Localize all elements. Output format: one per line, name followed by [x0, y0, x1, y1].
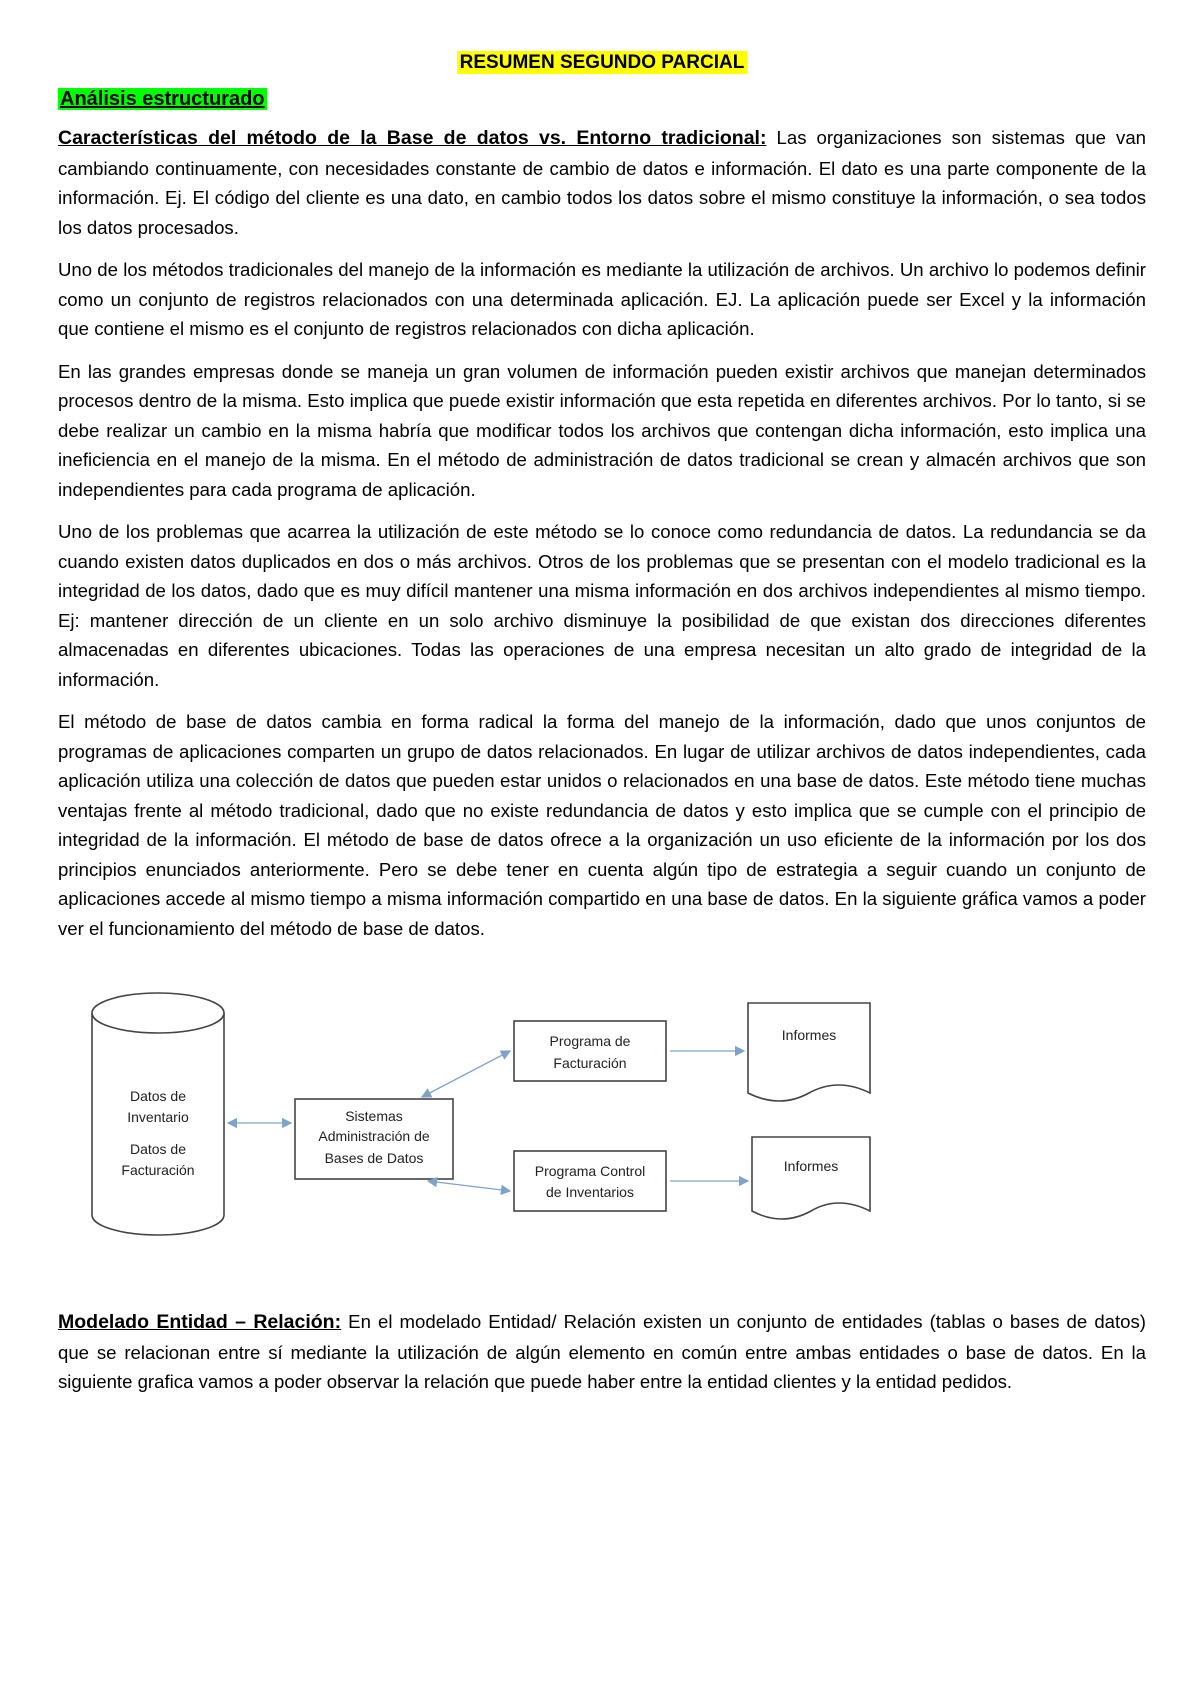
document-page — [58, 52, 1146, 1410]
dbms-label-2: Administración de — [318, 1128, 430, 1144]
paragraph-1 — [58, 123, 1146, 242]
document-title: RESUMEN SEGUNDO PARCIAL — [457, 51, 748, 74]
program-inventory-label-2: de Inventarios — [546, 1184, 634, 1200]
program-inventory-label-1: Programa Control — [534, 1163, 646, 1179]
section-tag-row — [58, 88, 1146, 111]
paragraph-6-text: En el modelado Entidad/ Relación existen un conjunto de entidades (tablas o bases de datos) que se relacionan entre sí mediante la utilización de algún elemento en común entre ambas entidades o base de datos. En la siguiente grafica vamos a poder observar la relación que puede haber entre la entidad clientes y la entidad pedidos. — [58, 1311, 1146, 1392]
dbms-diagram-svg — [58, 973, 1146, 1273]
paragraph-3: En las grandes empresas donde se maneja un gran volumen de información pueden existir archivos que manejan determinados procesos dentro de la misma. Esto implica que puede existir información que esta repetida en diferentes archivos. Por lo tanto, si se debe realizar un cambio en la misma habría que modificar todos los archivos que contengan dicha información, esto implica una ineficiencia en el manejo de la misma. En el método de administración de datos tradicional se crean y almacén archivos que son independientes para cada programa de aplicación. — [58, 360, 1146, 500]
program-inventory-box — [514, 1151, 666, 1211]
paragraph-1-text: Las organizaciones son sistemas que van cambiando continuamente, con necesidades constante de cambio de datos e información. El dato es una parte componente de la información. Ej. El código del cliente es una dato, en cambio todos los datos sobre el mismo constituye la información, o sea todos los datos procesados. — [58, 127, 1146, 238]
lead-heading-1: Características del método de la Base de datos vs. Entorno tradicional: — [58, 127, 767, 149]
paragraph-6 — [58, 1307, 1146, 1397]
connector-dbms-billing — [422, 1051, 510, 1097]
section-heading: Análisis estructurado — [60, 88, 265, 110]
connector-dbms-inventory — [428, 1181, 510, 1191]
dbms-label-1: Sistemas — [345, 1108, 403, 1124]
program-billing-label-1: Programa de — [549, 1033, 631, 1049]
paragraph-4: Uno de los problemas que acarrea la utilización de este método se lo conoce como redundancia de datos. La redundancia se da cuando existen datos duplicados en dos o más archivos. Otros de los problemas que se presentan con el modelo tradicional es la integridad de los datos, dado que es muy difícil mantener una misma información en dos archivos independientes al mismo tiempo. Ej: mantener dirección de un cliente en un solo archivo disminuye la posibilidad de que existan dos direcciones diferentes almacenadas en diferentes ubicaciones. Todas las operaciones de una empresa necesitan un alto grado de integridad de la información. — [58, 521, 1146, 690]
program-billing-label-2: Facturación — [553, 1055, 627, 1071]
dbms-label-3: Bases de Datos — [324, 1150, 424, 1166]
report-document-1 — [748, 1003, 870, 1101]
paragraph-5: El método de base de datos cambia en forma radical la forma del manejo de la información, dado que unos conjuntos de programas de aplicaciones comparten un grupo de datos relacionados. En lugar de utilizar archivos de datos independientes, cada aplicación utiliza una colección de datos que pueden estar unidos o relacionados en una base de datos. Este método tiene muchas ventajas frente al método tradicional, dado que no existe redundancia de datos y esto implica que se cumple con el principio de integridad de la información. El método de base de datos ofrece a la organización un uso eficiente de la información por los dos principios enunciados anteriormente. Pero se debe tener en cuenta algún tipo de estrategia a seguir cuando un conjunto de aplicaciones accede al mismo tiempo a misma información compartido en una base de datos. En la siguiente gráfica vamos a poder ver el funcionamiento del método de base de datos. — [58, 711, 1146, 939]
report-label-1: Informes — [781, 1027, 837, 1043]
db-label-2: Inventario — [127, 1109, 189, 1125]
db-label-4: Facturación — [121, 1162, 195, 1178]
database-cylinder — [92, 993, 224, 1235]
title-row — [58, 52, 1146, 74]
program-billing-box — [514, 1021, 666, 1081]
db-label-1: Datos de — [129, 1088, 187, 1104]
report-label-2: Informes — [783, 1158, 839, 1174]
dbms-diagram — [58, 973, 1146, 1273]
report-document-2 — [752, 1137, 870, 1219]
lead-heading-2: Modelado Entidad – Relación: — [58, 1311, 342, 1333]
dbms-box — [295, 1099, 453, 1179]
db-label-3: Datos de — [129, 1141, 187, 1157]
paragraph-2: Uno de los métodos tradicionales del manejo de la información es mediante la utilización de archivos. Un archivo lo podemos definir como un conjunto de registros relacionados con una determinada aplicación. EJ. La aplicación puede ser Excel y la información que contiene el mismo es el conjunto de registros relacionados con dicha aplicación. — [58, 259, 1146, 339]
